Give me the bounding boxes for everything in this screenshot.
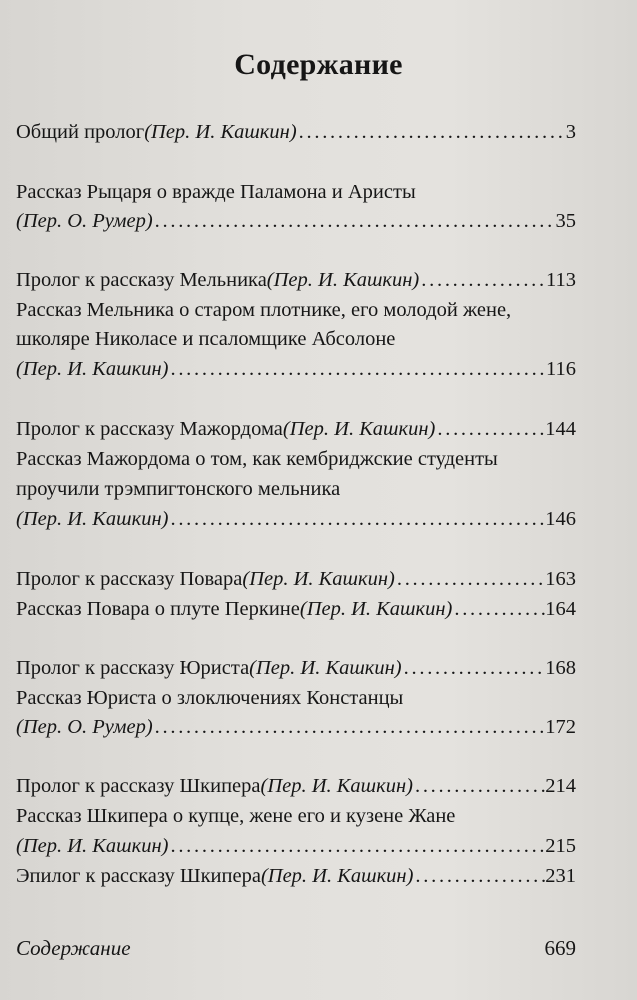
dot-leader xyxy=(435,414,545,444)
toc-entry[interactable] xyxy=(16,265,576,295)
toc-text: Общий пролог xyxy=(16,121,145,143)
toc-text: Пролог к рассказу Мажордома xyxy=(16,418,283,440)
dot-leader xyxy=(402,653,546,683)
toc-entry[interactable] xyxy=(16,712,576,742)
toc-entry[interactable] xyxy=(16,354,576,384)
dot-leader xyxy=(168,504,545,534)
toc-entry[interactable] xyxy=(16,653,576,683)
toc-entry[interactable] xyxy=(16,414,576,444)
page-number: 168 xyxy=(545,657,576,679)
page-number: 163 xyxy=(545,568,576,590)
dot-leader xyxy=(395,564,545,594)
toc-line xyxy=(16,177,576,207)
translator-credit: (Пер. И. Кашкин) xyxy=(266,269,420,291)
page-title: Содержание xyxy=(234,48,403,81)
translator-credit: (Пер. И. Кашкин) xyxy=(260,865,414,887)
translator-credit: (Пер. И. Кашкин) xyxy=(16,508,169,530)
toc-text: Рассказ Шкипера о купце, жене его и кузене Жане xyxy=(16,805,456,827)
dot-leader xyxy=(153,206,556,236)
page-number: 35 xyxy=(555,210,576,232)
toc-text: Рассказ Мажордома о том, как кембриджские студенты xyxy=(16,448,498,470)
toc-text: Рассказ Рыцаря о вражде Паламона и Аристы xyxy=(16,181,416,203)
toc-line xyxy=(16,444,576,474)
page-number: 113 xyxy=(546,269,576,291)
toc-line xyxy=(16,324,576,354)
toc-text: Пролог к рассказу Повара xyxy=(16,568,243,590)
toc-text: Рассказ Повара о плуте Перкине xyxy=(16,598,300,620)
dot-leader xyxy=(153,712,546,742)
toc-line xyxy=(16,683,576,713)
dot-leader xyxy=(452,594,545,624)
toc-text: Пролог к рассказу Юриста xyxy=(16,657,250,679)
toc-text: Рассказ Юриста о злоключениях Констанцы xyxy=(16,687,404,709)
dot-leader xyxy=(413,771,545,801)
translator-credit: (Пер. И. Кашкин) xyxy=(260,775,413,797)
page-number: 3 xyxy=(565,121,576,143)
toc-entry[interactable] xyxy=(16,117,576,147)
toc-text: Рассказ Мельника о старом плотнике, его молодой жене, xyxy=(16,299,512,321)
toc-text: Эпилог к рассказу Шкипера xyxy=(16,865,261,887)
toc-entry[interactable] xyxy=(16,206,576,236)
toc-line xyxy=(16,474,576,504)
translator-credit: (Пер. И. Кашкин) xyxy=(144,121,297,143)
toc-entry[interactable] xyxy=(16,831,576,861)
toc-text: Пролог к рассказу Шкипера xyxy=(16,775,261,797)
dot-leader xyxy=(413,861,545,891)
folio-page-number: 669 xyxy=(544,936,576,960)
translator-credit: (Пер. И. Кашкин) xyxy=(299,598,453,620)
running-title: Содержание xyxy=(16,936,131,960)
translator-credit: (Пер. И. Кашкин) xyxy=(16,358,169,380)
translator-credit: (Пер. И. Кашкин) xyxy=(282,418,436,440)
toc-line xyxy=(16,295,576,325)
translator-credit: (Пер. И. Кашкин) xyxy=(16,835,169,857)
toc-entry[interactable] xyxy=(16,504,576,534)
toc-entry[interactable] xyxy=(16,594,576,624)
toc-entry[interactable] xyxy=(16,861,576,891)
page-number: 116 xyxy=(546,358,576,380)
page-footer xyxy=(16,933,576,963)
page-number: 146 xyxy=(545,508,576,530)
dot-leader xyxy=(168,831,545,861)
dot-leader xyxy=(297,117,566,147)
page-number: 144 xyxy=(545,418,576,440)
page-number: 214 xyxy=(545,775,576,797)
dot-leader xyxy=(419,265,546,295)
page-number: 231 xyxy=(545,865,576,887)
dot-leader xyxy=(168,354,546,384)
translator-credit: (Пер. И. Кашкин) xyxy=(249,657,402,679)
toc-text: школяре Николасе и псаломщике Абсолоне xyxy=(16,328,396,350)
toc-text: проучили трэмпигтонского мельника xyxy=(16,478,341,500)
translator-credit: (Пер. И. Кашкин) xyxy=(242,568,395,590)
page-number: 172 xyxy=(545,716,576,738)
toc-text: Пролог к рассказу Мельника xyxy=(16,269,267,291)
translator-credit: (Пер. О. Румер) xyxy=(16,210,153,232)
toc-line xyxy=(16,801,576,831)
translator-credit: (Пер. О. Румер) xyxy=(16,716,153,738)
page-number: 164 xyxy=(545,598,576,620)
toc-entry[interactable] xyxy=(16,771,576,801)
toc-entry[interactable] xyxy=(16,564,576,594)
page-number: 215 xyxy=(545,835,576,857)
